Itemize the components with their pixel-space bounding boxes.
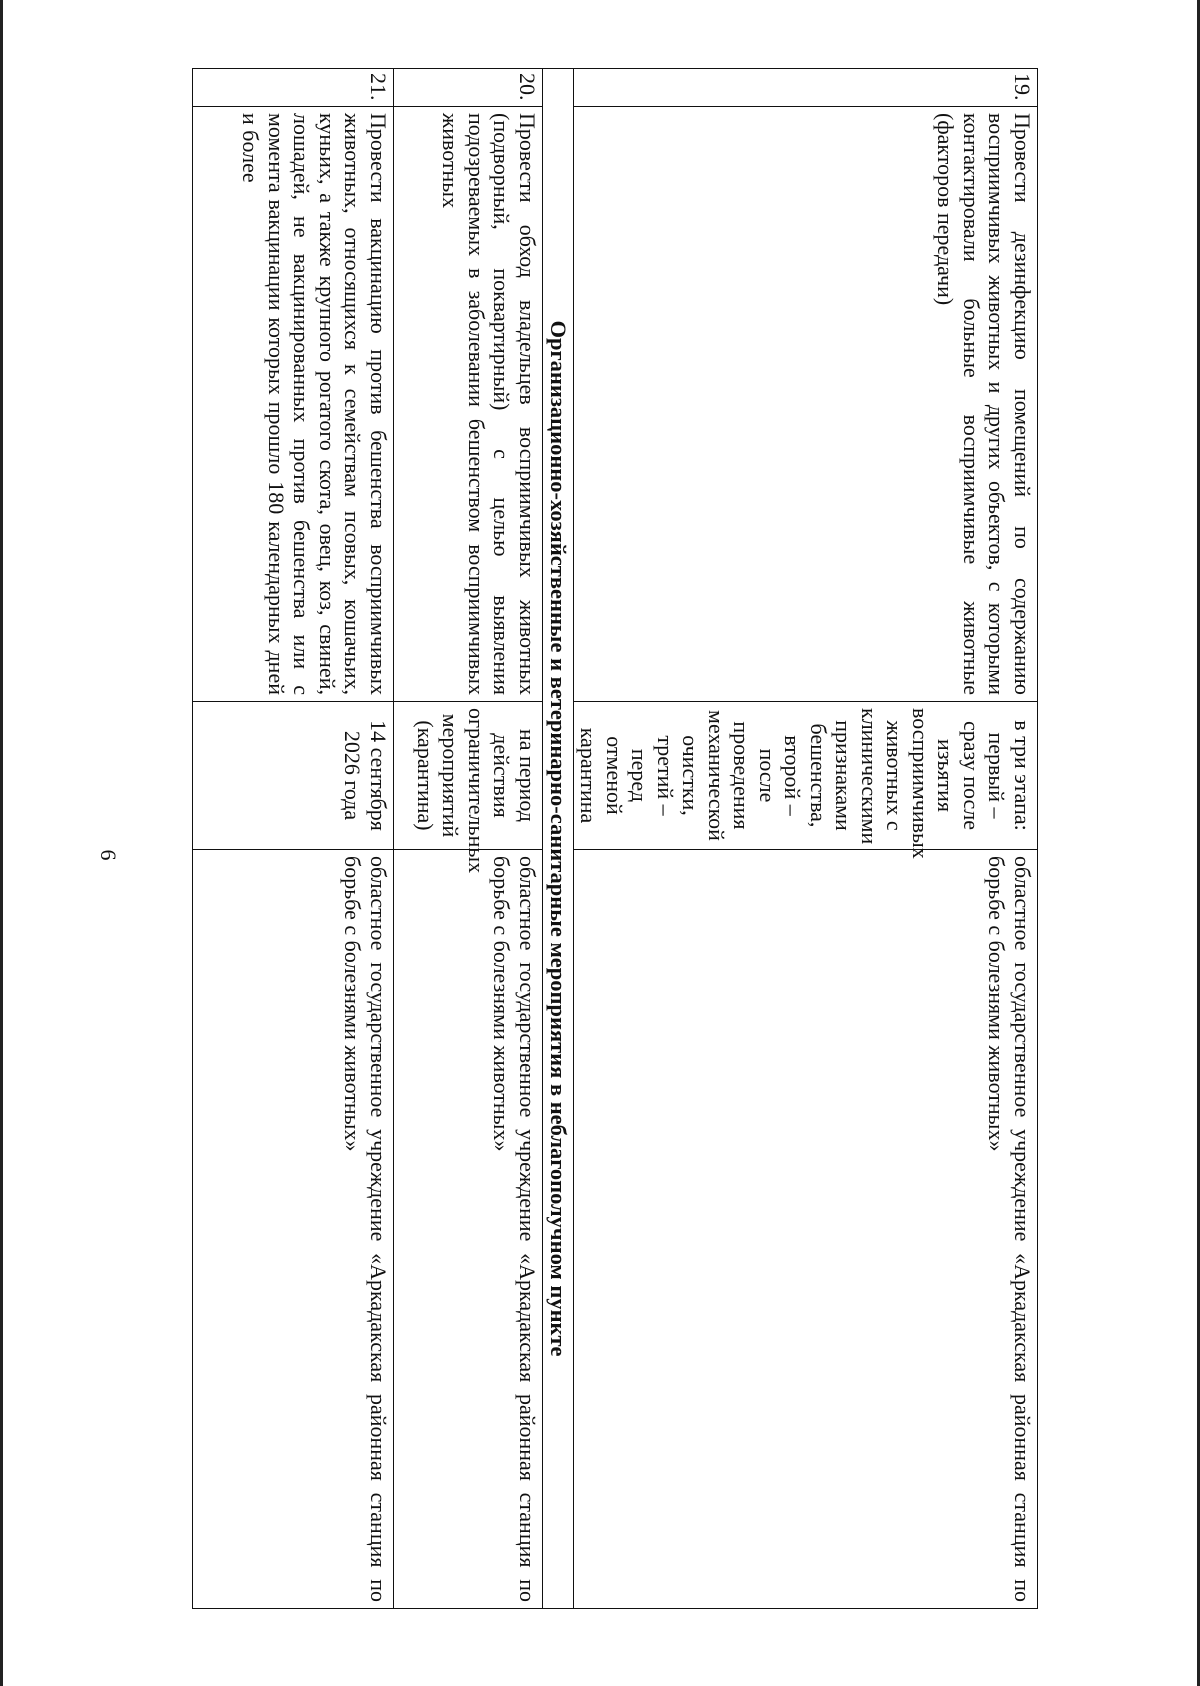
- row-action: Провести дезинфекцию помещений по содержанию восприимчивых животных и других объектов, с которыми контактировали больные восприимчивые животные (факторов передачи): [573, 107, 1037, 702]
- scan-edge-left: [0, 0, 3, 1686]
- row-term: в три этапа: первый – сразу после изъятия восприимчивых животных с клиническими признаками бешенства, второй – после проведения механической очистки, третий – перед отменой карантина: [573, 702, 1037, 850]
- row-responsible: областное государственное учреждение «Аркадакская районная станция по борьбе с болезнями животных»: [573, 850, 1037, 1609]
- section-title: Организационно-хозяйственные и ветеринарно-санитарные мероприятия в неблагополучном пункте: [542, 69, 573, 1609]
- table-row: [573, 69, 1037, 1609]
- measures-table: [192, 68, 1038, 1609]
- row-responsible: областное государственное учреждение «Аркадакская районная станция по борьбе с болезнями животных»: [393, 850, 542, 1609]
- table-row: [393, 69, 542, 1609]
- section-header-row: [542, 69, 573, 1609]
- page-number: 6: [96, 849, 121, 861]
- measures-table-container: [173, 68, 1038, 1608]
- rotated-table-wrapper: [173, 68, 1038, 1608]
- row-number: 21.: [192, 69, 393, 107]
- row-responsible: областное государственное учреждение «Аркадакская районная станция по борьбе с болезнями животных»: [192, 850, 393, 1609]
- table-row: [192, 69, 393, 1609]
- row-action: Провести вакцинацию против бешенства восприимчивых животных, относящихся к семействам псовых, кошачьих, куньих, а также крупного рогатого скота, овец, коз, свиней, лошадей, не вакцинированных против бешенства или с момента вакцинации которых прошло 180 календарных дней и более: [192, 107, 393, 702]
- row-term: 14 сентября 2026 года: [192, 702, 393, 850]
- row-number: 19.: [573, 69, 1037, 107]
- row-number: 20.: [393, 69, 542, 107]
- row-action: Провести обход владельцев восприимчивых животных (подворный, поквартирный) с целью выявления подозреваемых в заболевании бешенством восприимчивых животных: [393, 107, 542, 702]
- row-term: на период действия ограничительных мероприятий (карантина): [393, 702, 542, 850]
